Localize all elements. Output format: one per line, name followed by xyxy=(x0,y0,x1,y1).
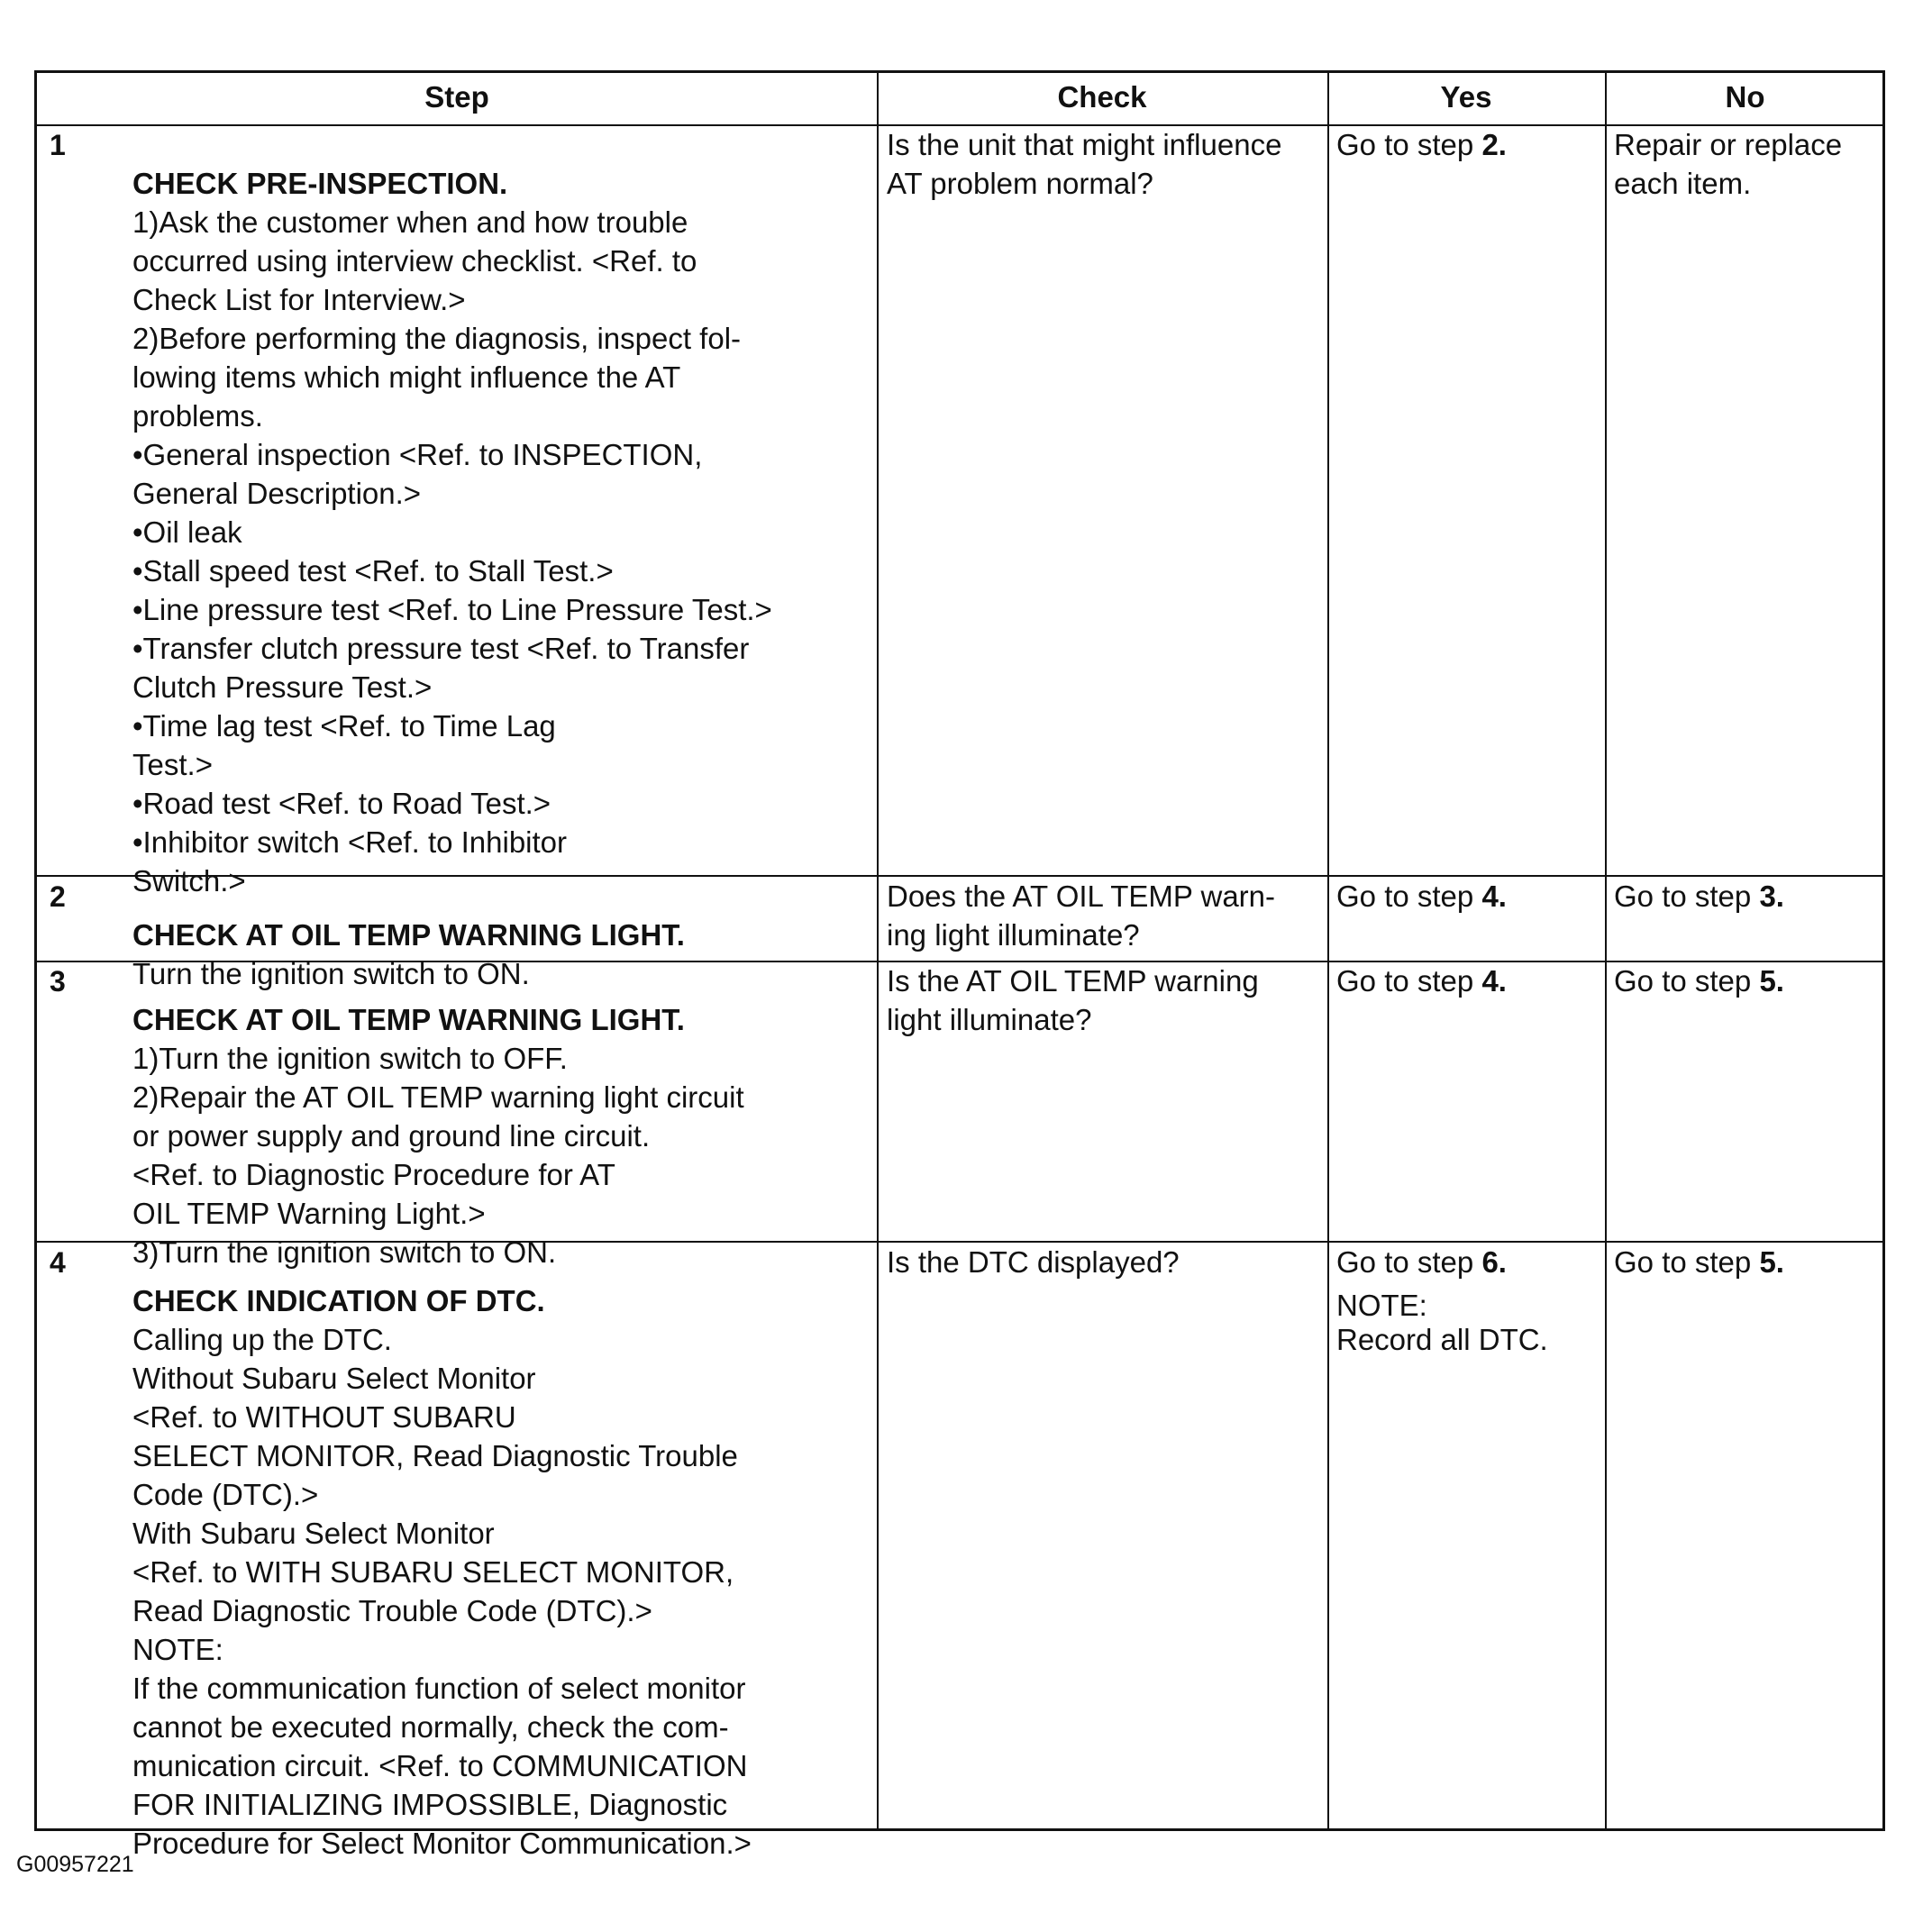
yes-text: Go to step xyxy=(1336,879,1482,913)
yes-step: 2. xyxy=(1481,128,1507,161)
yes-cell xyxy=(1336,961,1601,1000)
step-body: 1)Turn the ignition switch to OFF. 2)Repair the AT OIL TEMP warning light circuit or power supply and ground line circuit. <Ref. to Diagnostic Procedure for AT OIL TEMP Warning Light.> 3)Turn the ignition switch to ON. xyxy=(132,1042,744,1269)
yes-cell xyxy=(1336,877,1601,916)
no-text: Go to step xyxy=(1614,964,1760,998)
yes-note: NOTE: Record all DTC. xyxy=(1336,1289,1548,1356)
yes-step: 4. xyxy=(1481,879,1507,913)
figure-code: G00957221 xyxy=(16,1852,134,1877)
yes-text: Go to step xyxy=(1336,1245,1482,1279)
step-cell xyxy=(132,961,871,1271)
step-number: 4 xyxy=(50,1246,66,1279)
step-title: CHECK PRE-INSPECTION. xyxy=(132,167,508,200)
no-cell xyxy=(1614,961,1881,1000)
no-cell xyxy=(1614,1243,1881,1281)
yes-step: 4. xyxy=(1481,964,1507,998)
no-step: 5. xyxy=(1759,964,1784,998)
step-body: Turn the ignition switch to ON. xyxy=(132,957,530,990)
yes-text: Go to step xyxy=(1336,964,1482,998)
diagnostic-table xyxy=(34,70,1885,1860)
yes-text: Go to step xyxy=(1336,128,1482,161)
header-no: No xyxy=(1725,80,1765,114)
step-number: 1 xyxy=(50,129,66,161)
check-cell: Is the DTC displayed? xyxy=(887,1245,1180,1279)
check-cell: Is the AT OIL TEMP warning light illuminate? xyxy=(887,964,1259,1036)
no-cell xyxy=(1614,877,1881,916)
yes-cell xyxy=(1336,1243,1601,1357)
no-step: 3. xyxy=(1759,879,1784,913)
check-cell: Does the AT OIL TEMP warn- ing light illuminate? xyxy=(887,879,1276,952)
no-text: Go to step xyxy=(1614,879,1760,913)
header-check: Check xyxy=(1057,80,1147,114)
step-number: 2 xyxy=(50,880,66,913)
no-text: Go to step xyxy=(1614,1245,1760,1279)
step-title: CHECK INDICATION OF DTC. xyxy=(132,1284,545,1317)
step-cell xyxy=(132,1243,871,1863)
step-number: 3 xyxy=(50,965,66,998)
column-divider xyxy=(1605,73,1607,1828)
no-cell xyxy=(1614,125,1881,203)
no-text: Repair or replace each item. xyxy=(1614,128,1843,200)
no-step: 5. xyxy=(1759,1245,1784,1279)
step-body: 1)Ask the customer when and how trouble occurred using interview checklist. <Ref. to Check List for Interview.> 2)Before performing the diagnosis, inspect fol- lowing items which might influence the AT problems. •General inspection <Ref. to INSPECTION, General Description.> •Oil leak •Stall speed test <Ref. to Stall Test.> •Line pressure test <Ref. to Line Pressure Test.> •Transfer clutch pressure test <Ref. to Transfer Clutch Pressure Test.> •Time lag test <Ref. to Time Lag Test.> •Road test <Ref. to Road Test.> •Inhibitor switch <Ref. to Inhibitor Switch.> xyxy=(132,205,772,898)
check-cell: Is the unit that might influence AT problem normal? xyxy=(887,128,1282,200)
yes-cell xyxy=(1336,125,1601,164)
header-yes: Yes xyxy=(1440,80,1492,114)
step-title: CHECK AT OIL TEMP WARNING LIGHT. xyxy=(132,1003,685,1036)
step-title: CHECK AT OIL TEMP WARNING LIGHT. xyxy=(132,918,685,952)
yes-step: 6. xyxy=(1481,1245,1507,1279)
step-cell xyxy=(132,125,871,900)
header-step: Step xyxy=(424,80,489,114)
step-body: Calling up the DTC. Without Subaru Select Monitor <Ref. to WITHOUT SUBARU SELECT MONITOR, Read Diagnostic Trouble Code (DTC).> With Subaru Select Monitor <Ref. to WITH SUBARU SELECT MONITOR, Read Diagnostic Trouble Code (DTC).> NOTE: If the communication function of select monitor cannot be executed normally, check the com- munication circuit. <Ref. to COMMUNICATION FOR INITIALIZING IMPOSSIBLE, Diagnostic Procedure for Select Monitor Communication.> xyxy=(132,1323,752,1860)
column-divider xyxy=(1327,73,1329,1828)
column-divider xyxy=(877,73,879,1828)
